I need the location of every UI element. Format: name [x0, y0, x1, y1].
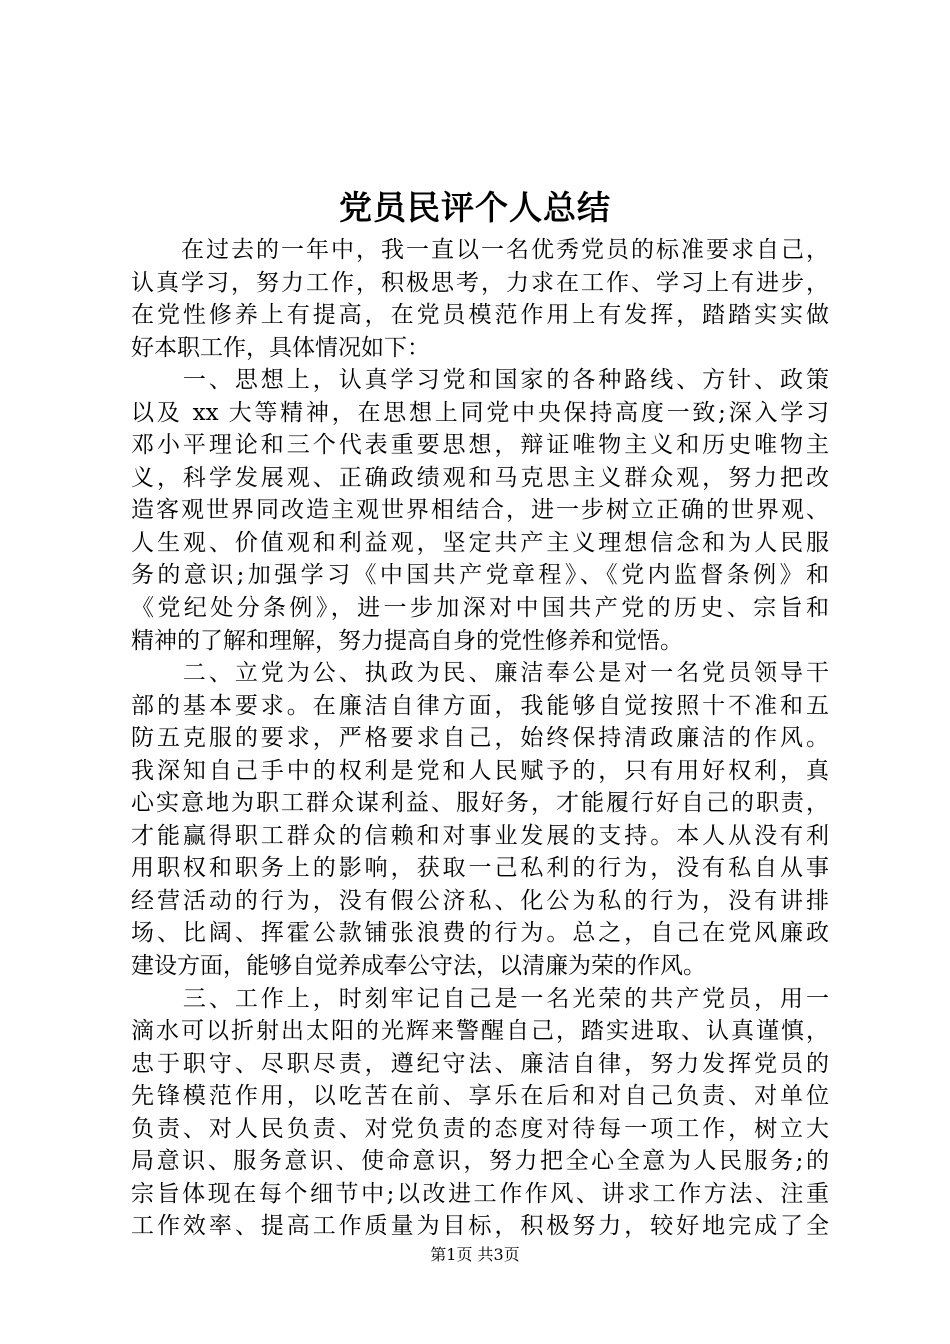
body-line: 才能赢得职工群众的信赖和对事业发展的支持。本人从没有利 — [131, 822, 829, 849]
body-line: 精神的了解和理解，努力提高自身的党性修养和觉悟。 — [131, 627, 683, 654]
document-body — [131, 234, 829, 1243]
body-line: 负责、对人民负责、对党负责的态度对待每一项工作，树立大 — [131, 1115, 829, 1142]
body-line: 一、思想上，认真学习党和国家的各种路线、方针、政策 — [131, 367, 829, 394]
body-line: 《党纪处分条例》，进一步加深对中国共产党的历史、宗旨和 — [131, 595, 829, 622]
body-line: 以及 xx 大等精神，在思想上同党中央保持高度一致;深入学习 — [131, 399, 829, 426]
body-line: 我深知自己手中的权利是党和人民赋予的，只有用好权利，真 — [131, 757, 829, 784]
body-line: 好本职工作，具体情况如下： — [131, 334, 430, 361]
body-line: 建设方面，能够自觉养成奉公守法，以清廉为荣的作风。 — [131, 953, 706, 980]
body-line: 邓小平理论和三个代表重要思想，辩证唯物主义和历史唯物主 — [131, 432, 829, 459]
body-line: 局意识、服务意识、使命意识，努力把全心全意为人民服务;的 — [131, 1148, 829, 1175]
body-line: 人生观、价值观和利益观，坚定共产主义理想信念和为人民服 — [131, 529, 829, 556]
body-line: 经营活动的行为，没有假公济私、化公为私的行为，没有讲排 — [131, 887, 829, 914]
page-footer: 第1页 共3页 — [430, 1245, 520, 1264]
body-line: 滴水可以折射出太阳的光辉来警醒自己，踏实进取、认真谨慎， — [131, 1018, 829, 1045]
body-line: 先锋模范作用，以吃苦在前、享乐在后和对自己负责、对单位 — [131, 1083, 829, 1110]
body-line: 忠于职守、尽职尽责，遵纪守法、廉洁自律，努力发挥党员的 — [131, 1050, 829, 1077]
body-line: 二、立党为公、执政为民、廉洁奉公是对一名党员领导干 — [131, 660, 829, 687]
body-line: 用职权和职务上的影响，获取一己私利的行为，没有私自从事 — [131, 855, 829, 882]
body-line: 在党性修养上有提高，在党员模范作用上有发挥，踏踏实实做 — [131, 302, 829, 329]
body-line: 务的意识;加强学习《中国共产党章程》、《党内监督条例》和 — [131, 562, 829, 589]
body-line: 在过去的一年中，我一直以一名优秀党员的标准要求自己， — [131, 237, 829, 263]
body-line: 三、工作上，时刻牢记自己是一名光荣的共产党员，用一 — [131, 985, 829, 1012]
body-line: 工作效率、提高工作质量为目标，积极努力，较好地完成了全 — [131, 1213, 829, 1240]
body-line: 宗旨体现在每个细节中;以改进工作作风、讲求工作方法、注重 — [131, 1180, 829, 1207]
body-line: 部的基本要求。在廉洁自律方面，我能够自觉按照十不准和五 — [131, 692, 829, 719]
body-line: 场、比阔、挥霍公款铺张浪费的行为。总之，自己在党风廉政 — [131, 920, 829, 947]
body-line: 认真学习，努力工作，积极思考，力求在工作、学习上有进步， — [131, 269, 829, 296]
body-line: 义，科学发展观、正确政绩观和马克思主义群众观，努力把改 — [131, 464, 829, 491]
body-line: 造客观世界同改造主观世界相结合，进一步树立正确的世界观、 — [131, 497, 829, 524]
document-title: 党员民评个人总结 — [339, 188, 611, 227]
body-line: 防五克服的要求，严格要求自己，始终保持清政廉洁的作风。 — [131, 725, 829, 752]
body-line: 心实意地为职工群众谋利益、服好务，才能履行好自己的职责， — [131, 790, 829, 817]
